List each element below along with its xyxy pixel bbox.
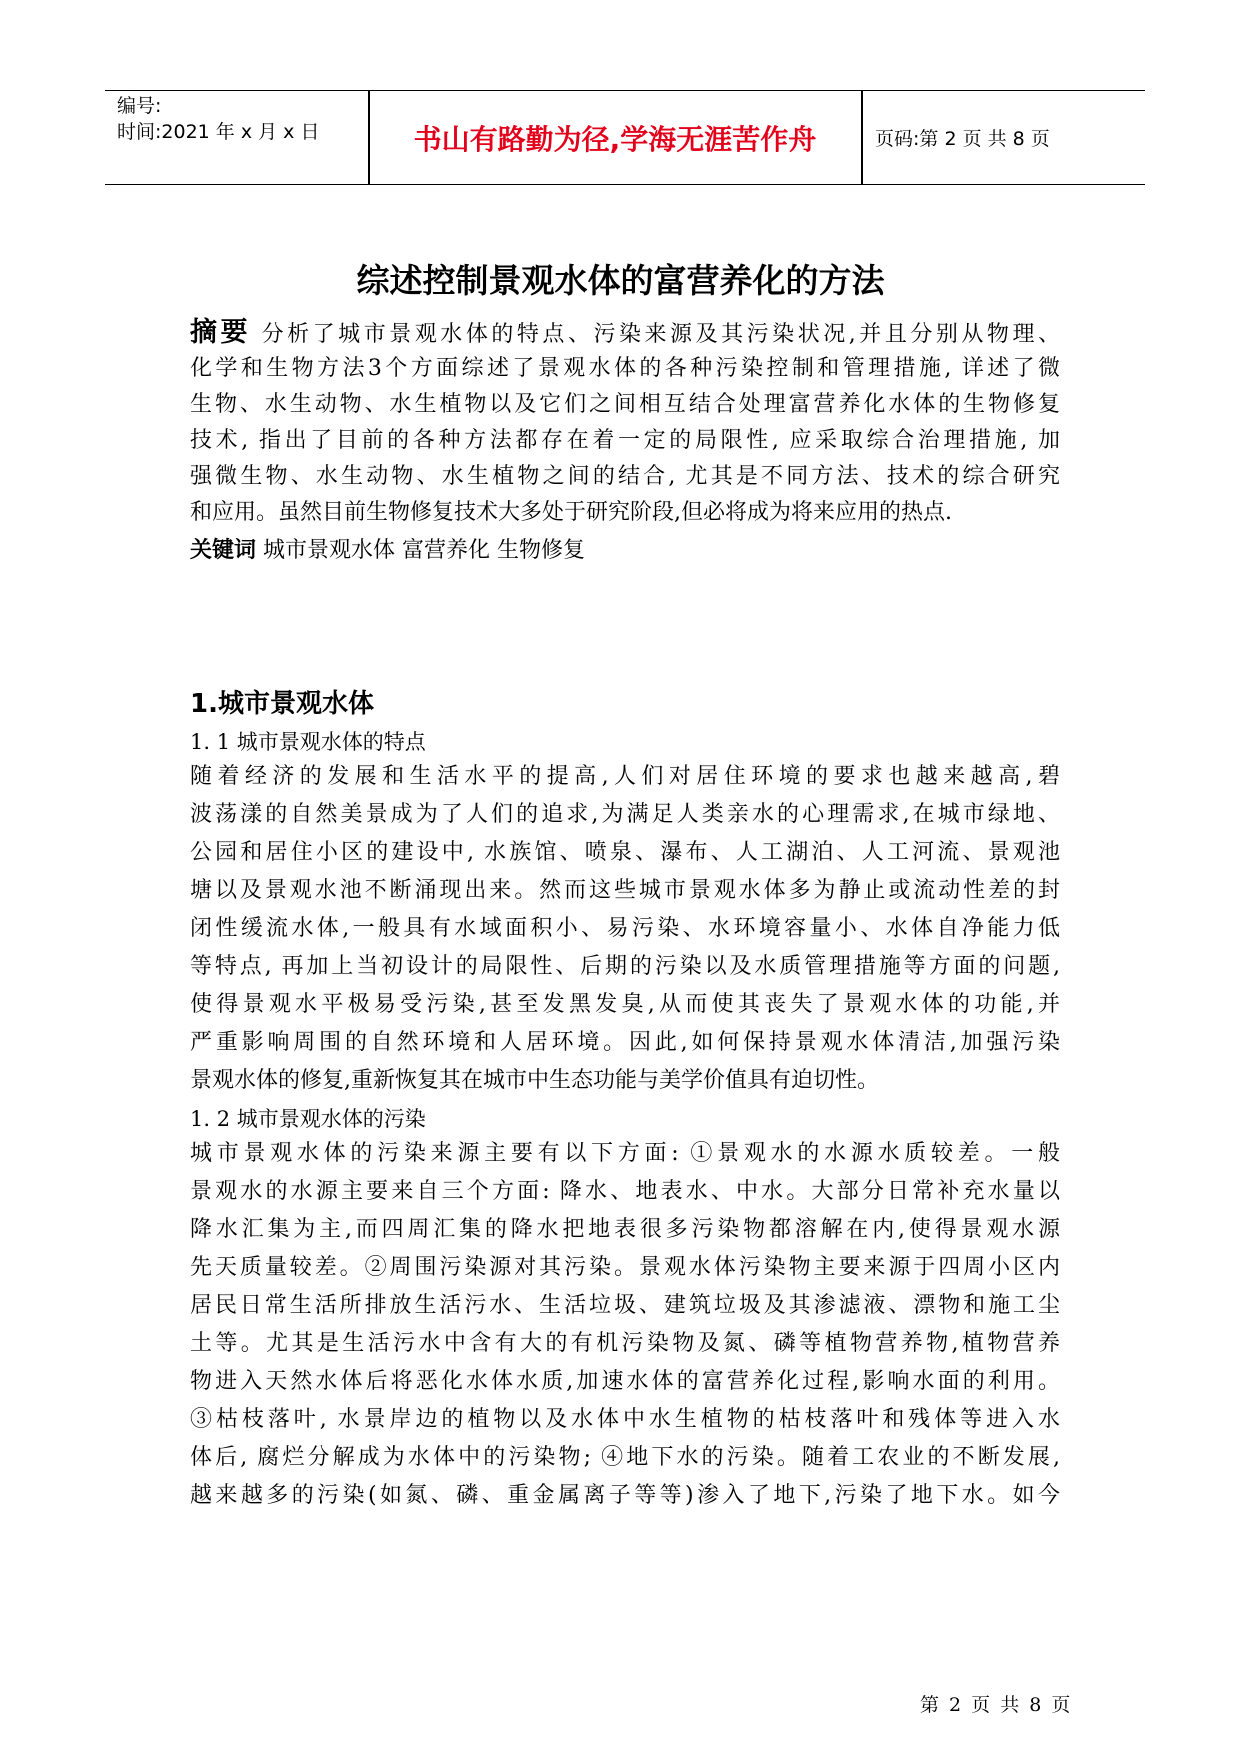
paragraph-line: 物进入天然水体后将恶化水体水质,加速水体的富营养化过程,影响水面的利用。	[190, 1369, 1060, 1394]
section-title: 1.城市景观水体	[190, 689, 374, 719]
abstract-line: 和应用。虽然目前生物修复技术大多处于研究阶段,但必将成为将来应用的热点.	[190, 500, 952, 525]
paragraph-line: 景观水的水源主要来自三个方面: 降水、地表水、中水。大部分日常补充水量以	[190, 1179, 1060, 1204]
keywords-line	[190, 536, 1060, 566]
header-page-code: 页码:第 2 页 共 8 页	[875, 128, 1050, 150]
page-footer: 第 2 页 共 8 页	[920, 1694, 1073, 1716]
paragraph-line: 先天质量较差。②周围污染源对其污染。景观水体污染物主要来源于四周小区内	[190, 1255, 1060, 1280]
paragraph-line: 居民日常生活所排放生活污水、生活垃圾、建筑垃圾及其渗滤液、漂物和施工尘	[190, 1293, 1060, 1318]
subsection-title: 1. 1 城市景观水体的特点	[190, 730, 426, 754]
document-time-label: 时间:2021 年 x 月 x 日	[117, 121, 320, 143]
abstract-line: 化学和生物方法3个方面综述了景观水体的各种污染控制和管理措施, 详述了微	[190, 356, 1060, 381]
abstract-line: 生物、水生动物、水生植物以及它们之间相互结合处理富营养化水体的生物修复	[190, 392, 1060, 417]
header-motto: 书山有路勤为径,学海无涯苦作舟	[413, 122, 817, 156]
abstract-heading: 摘要	[190, 317, 252, 348]
header-divider	[861, 91, 863, 184]
paragraph-line: 城市景观水体的污染来源主要有以下方面: ①景观水的水源水质较差。一般	[190, 1141, 1060, 1166]
paragraph-line: 严重影响周围的自然环境和人居环境。因此,如何保持景观水体清洁,加强污染	[190, 1030, 1060, 1055]
abstract-text: 分析了城市景观水体的特点、污染来源及其污染状况,并且分别从物理、	[251, 322, 1060, 347]
paragraph-line: 土等。尤其是生活污水中含有大的有机污染物及氮、磷等植物营养物,植物营养	[190, 1331, 1060, 1356]
paragraph-line: 景观水体的修复,重新恢复其在城市中生态功能与美学价值具有迫切性。	[190, 1068, 879, 1093]
paragraph-line: 越来越多的污染(如氮、磷、重金属离子等等)渗入了地下,污染了地下水。如今	[190, 1483, 1060, 1508]
header-box	[105, 90, 1145, 185]
paragraph-line: 塘以及景观水池不断涌现出来。然而这些城市景观水体多为静止或流动性差的封	[190, 878, 1060, 903]
header-left-cell	[105, 91, 368, 184]
paragraph-line: ③枯枝落叶, 水景岸边的植物以及水体中水生植物的枯枝落叶和残体等进入水	[190, 1407, 1060, 1432]
paragraph-line: 公园和居住小区的建设中, 水族馆、喷泉、瀑布、人工湖泊、人工河流、景观池	[190, 840, 1060, 865]
abstract-line: 强微生物、水生动物、水生植物之间的结合, 尤其是不同方法、技术的综合研究	[190, 464, 1060, 489]
abstract-line	[190, 318, 1060, 350]
document-number-label: 编号:	[117, 95, 162, 117]
paragraph-line: 使得景观水平极易受污染,甚至发黑发臭,从而使其丧失了景观水体的功能,并	[190, 992, 1060, 1017]
paragraph-line: 波荡漾的自然美景成为了人们的追求,为满足人类亲水的心理需求,在城市绿地、	[190, 802, 1060, 827]
paragraph-line: 随着经济的发展和生活水平的提高,人们对居住环境的要求也越来越高,碧	[190, 764, 1060, 789]
keywords-heading: 关键词	[190, 538, 257, 563]
document-title: 综述控制景观水体的富营养化的方法	[356, 261, 885, 300]
paragraph-line: 闭性缓流水体,一般具有水域面积小、易污染、水环境容量小、水体自净能力低	[190, 916, 1060, 941]
paragraph-line: 等特点, 再加上当初设计的局限性、后期的污染以及水质管理措施等方面的问题,	[190, 954, 1060, 979]
paragraph-line: 降水汇集为主,而四周汇集的降水把地表很多污染物都溶解在内,使得景观水源	[190, 1217, 1060, 1242]
keywords-text: 城市景观水体 富营养化 生物修复	[256, 538, 585, 563]
abstract-line: 技术, 指出了目前的各种方法都存在着一定的局限性, 应采取综合治理措施, 加	[190, 428, 1060, 453]
subsection-title: 1. 2 城市景观水体的污染	[190, 1107, 426, 1131]
paragraph-line: 体后, 腐烂分解成为水体中的污染物; ④地下水的污染。随着工农业的不断发展,	[190, 1445, 1060, 1470]
